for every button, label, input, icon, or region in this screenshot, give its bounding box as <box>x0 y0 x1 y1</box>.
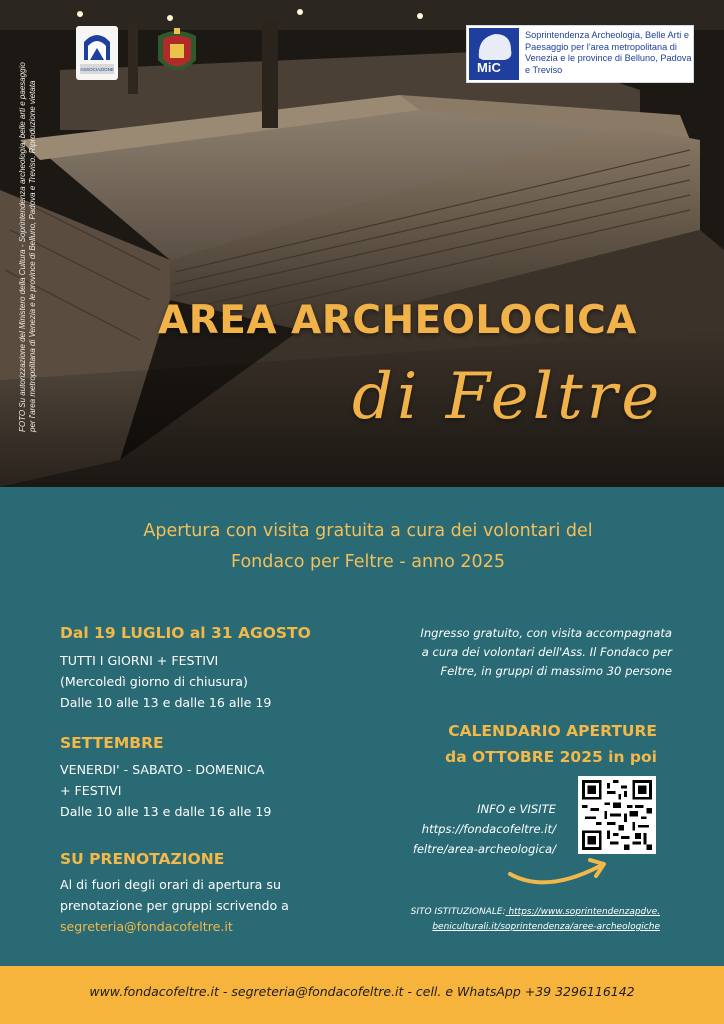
summer-line: (Mercoledì giorno di chiusura) <box>60 674 248 689</box>
photo-credit: FOTO Su autorizzazione del Ministero della Cultura - Soprintendenza archeologia, belle arti e paesaggio per l'area metropolitana di Venezia e le province di Belluno, Padova e Treviso. Riproduzione vietata <box>18 62 37 432</box>
page-title: AREA ARCHEOLOCICA <box>158 298 637 343</box>
section-summer-body <box>60 650 340 713</box>
summer-line: Dalle 10 alle 13 e dalle 16 alle 19 <box>60 695 272 710</box>
summer-line: TUTTI I GIORNI + FESTIVI <box>60 653 219 668</box>
mic-logo-box <box>466 25 694 83</box>
september-line: Dalle 10 alle 13 e dalle 16 alle 19 <box>60 804 272 819</box>
info-label: INFO e VISITE <box>477 802 556 816</box>
calendar-line-1: CALENDARIO APERTURE <box>448 722 657 740</box>
entry-line: a cura dei volontari dell'Ass. Il Fondaco per <box>421 645 672 659</box>
entry-line: Ingresso gratuito, con visita accompagnata <box>420 626 672 640</box>
footer-bar <box>0 966 724 1024</box>
footer-contacts: www.fondacofeltre.it - segreteria@fondacofeltre.it - cell. e WhatsApp +39 3296116142 <box>89 984 635 999</box>
mic-label: MiC <box>477 60 501 75</box>
booking-email-link[interactable]: segreteria@fondacofeltre.it <box>60 919 233 934</box>
crest-icon <box>154 26 200 82</box>
info-url-line[interactable]: feltre/area-archeologica/ <box>412 842 556 856</box>
intro-line-2: Fondaco per Feltre - anno 2025 <box>231 552 505 572</box>
intro-text <box>0 516 724 578</box>
info-visits <box>374 799 556 859</box>
association-label: ASSOCIAZIONE <box>80 67 114 72</box>
section-summer-heading: Dal 19 LUGLIO al 31 AGOSTO <box>60 624 311 642</box>
section-september-body <box>60 759 340 822</box>
qr-code[interactable] <box>578 776 656 854</box>
september-line: VENERDI' - SABATO - DOMENICA <box>60 762 265 777</box>
hero-photo <box>0 0 724 487</box>
booking-line: Al di fuori degli orari di apertura su <box>60 877 281 892</box>
site-url-line-2[interactable]: beniculturali.it/soprintendenza/aree-archeologiche <box>432 922 660 932</box>
city-crest-logo <box>154 26 200 82</box>
calendar-heading <box>400 718 657 770</box>
institutional-site <box>360 905 660 935</box>
september-line: + FESTIVI <box>60 783 122 798</box>
entry-info <box>372 624 672 681</box>
site-url-line-1[interactable]: https://www.soprintendenzapdve. <box>505 907 660 917</box>
entry-line: Feltre, in gruppi di massimo 30 persone <box>440 664 672 678</box>
mic-text: Soprintendenza Archeologia, Belle Arti e Paesaggio per l'area metropolitana di Venezia e le province di Belluno, Padova e Treviso <box>525 30 692 75</box>
association-logo <box>76 26 118 80</box>
info-url-line[interactable]: https://fondacofeltre.it/ <box>421 822 556 836</box>
page-subtitle: di Feltre <box>352 360 664 434</box>
intro-line-1: Apertura con visita gratuita a cura dei volontari del <box>143 521 593 541</box>
curved-arrow-icon <box>506 852 610 892</box>
qr-code-icon <box>582 780 652 850</box>
mic-emblem <box>469 28 519 80</box>
section-september-heading: SETTEMBRE <box>60 734 164 752</box>
section-booking-body <box>60 874 330 937</box>
section-booking-heading: SU PRENOTAZIONE <box>60 850 225 868</box>
calendar-line-2: da OTTOBRE 2025 in poi <box>445 748 657 766</box>
site-label: SITO ISTITUZIONALE: <box>410 907 506 917</box>
booking-line: prenotazione per gruppi scrivendo a <box>60 898 289 913</box>
